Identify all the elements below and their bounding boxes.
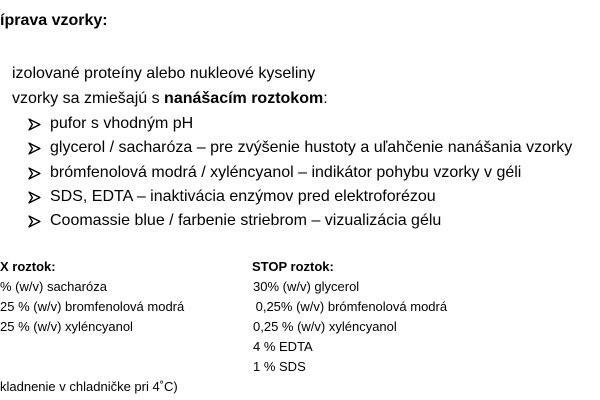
right-block-line: 1 % SDS (253, 359, 306, 374)
bullet-item (28, 139, 572, 157)
bullet-item (28, 212, 441, 230)
arrow-bullet-icon (28, 118, 50, 131)
bullet-text: brómfenolová modrá / xyléncyanol – indikátor pohybu vzorky v géli (50, 164, 522, 181)
intro-line-2-bold: nanášacím roztokom (164, 90, 324, 107)
bullet-item (28, 164, 521, 182)
right-block-title: STOP roztok: (252, 259, 334, 274)
intro-line-2-suffix: : (323, 90, 328, 107)
arrow-bullet-icon (28, 215, 50, 228)
bullet-text: glycerol / sacharóza – pre zvýšenie hustoty a uľahčenie nanášania vzorky (50, 139, 573, 156)
right-block-line: 0,25% (w/v) brómfenolová modrá (252, 299, 448, 314)
left-block-footer: kladnenie v chladničke pri 4˚C) (0, 379, 178, 394)
bullet-text: pufor s vhodným pH (50, 115, 194, 132)
arrow-bullet-icon (28, 191, 50, 204)
intro-line-1: izolované proteíny alebo nukleové kyseliny (12, 65, 316, 82)
arrow-bullet-icon (28, 167, 50, 180)
bullet-item (28, 188, 436, 206)
right-block-line: 30% (w/v) glycerol (253, 279, 360, 294)
right-block-line: 4 % EDTA (253, 339, 313, 354)
intro-line-2-prefix: vzorky sa zmiešajú s (12, 90, 165, 107)
left-block-title: X roztok: (0, 259, 56, 274)
left-block-line: 25 % (w/v) xyléncyanol (0, 319, 133, 334)
bullet-item (28, 115, 193, 133)
bullet-text: Coomassie blue / farbenie striebrom – vizualizácia gélu (50, 212, 442, 229)
left-block-line: 25 % (w/v) bromfenolová modrá (0, 299, 185, 314)
intro-line-2 (12, 90, 328, 108)
right-block-line: 0,25 % (w/v) xyléncyanol (253, 319, 397, 334)
arrow-bullet-icon (28, 142, 50, 155)
bullet-text: SDS, EDTA – inaktivácia enzýmov pred elektroforézou (50, 188, 436, 205)
heading: íprava vzorky: (0, 12, 108, 29)
left-block-line: % (w/v) sacharóza (0, 279, 107, 294)
